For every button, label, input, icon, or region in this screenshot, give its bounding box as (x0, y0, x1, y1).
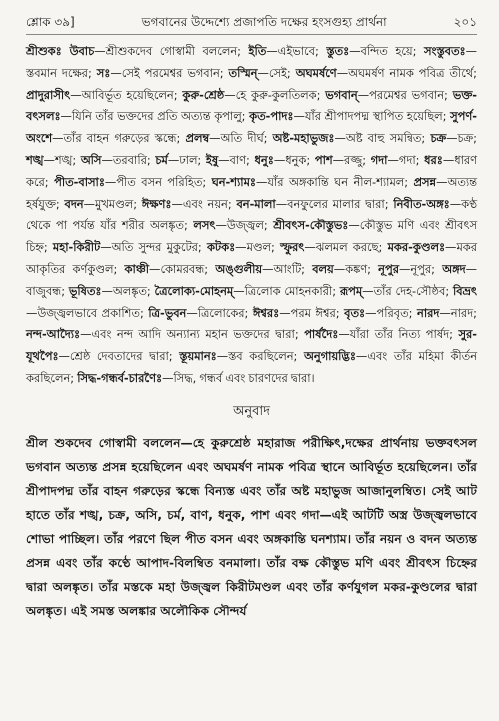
synonym-term: মহা-কিরীট (52, 240, 101, 255)
synonym-term: বদন (64, 196, 84, 211)
synonym-meaning: —যিনি তাঁর ভক্তদের প্রতি অত্যন্ত কৃপালু; (60, 109, 246, 124)
synonym-term: প্রাদুরাসীৎ (26, 87, 71, 102)
synonym-meaning: —এবং তাঁর মহিমা কীর্তন করছিলেন; (26, 349, 478, 385)
synonym-meaning: —তাঁর দেহ-সৌষ্ঠব; (362, 283, 450, 298)
synonym-term: প্রসন্ন (413, 174, 437, 189)
synonym-meaning: —স্তবমান দক্ষের; (26, 44, 477, 80)
synonym-term: শ্রীশুকঃ উবাচ (26, 44, 95, 58)
synonym-meaning: —সেই; (257, 65, 291, 80)
synonym-meaning: —কোমরবন্ধ; (149, 261, 209, 276)
synonym-term: ত্রৈলোক্য-মোহনম্ (154, 283, 234, 298)
synonym-term: বন-মালা (236, 196, 276, 211)
synonym-meaning: —অতি দীর্ঘ; (209, 131, 268, 146)
verse-reference: শ্লোক ৩৯] (26, 15, 75, 29)
synonym-meaning: —যাঁর অঙ্গকান্তি ঘন নীল-শ্যামল; (256, 174, 409, 189)
synonym-term: চর্ম (155, 152, 168, 167)
synonym-meaning: —তরবারি; (101, 152, 151, 167)
synonym-meaning: —যাঁরা তাঁর নিত্য পার্ষদ; (338, 327, 453, 342)
synonym-meaning: —গদা; (387, 152, 420, 167)
synonym-meaning: —আংটি; (262, 261, 305, 276)
synonym-term: স্ফুরৎ (280, 240, 305, 255)
synonym-term: সুপর্ণ-অংশে (26, 109, 477, 146)
synonym-term: ঈক্ষণঃ (141, 196, 172, 211)
synonym-meaning: —যাঁর শ্রীপাদপদ্ম স্থাপিত হয়েছিল; (293, 109, 447, 124)
translation-heading: অনুবাদ (233, 403, 270, 419)
synonym-term: বলয় (312, 261, 334, 276)
synonym-meaning: —কণ্ঠ থেকে পা পর্যন্ত যাঁর শরীর অলঙ্কৃত; (26, 196, 478, 233)
synonym-term: কৃত-পাদঃ (249, 109, 294, 124)
synonym-term: অঙ্গুলীয় (215, 261, 263, 276)
synonym-term: অনুগায়দ্ভিঃ (304, 349, 356, 364)
synonym-meaning: —পীত বসন পরিহিত; (104, 174, 207, 189)
synonym-term: কাঞ্চী (124, 261, 150, 276)
synonym-term: ভূষিতঃ (68, 283, 102, 298)
synonym-meaning: —বাজুবন্ধ; (26, 261, 477, 298)
synonym-meaning: —শঙ্খ; (43, 152, 77, 167)
synonym-term: নিবীত-অঙ্গঃ (393, 196, 450, 211)
page-header (26, 8, 477, 35)
synonym-meaning: —বনফুলের মালার দ্বারা; (275, 196, 389, 211)
synonym-term: সিদ্ধ-গন্ধর্ব-চারণৈঃ (77, 370, 163, 385)
synonym-meaning: —শ্রীশুকদেব গোস্বামী বললেন; (94, 44, 241, 58)
synonym-meaning: —অষ্ট বাহু সমন্বিত; (334, 131, 426, 146)
synonym-term: পীত-বাসাঃ (54, 174, 105, 189)
synonym-meaning: —রজ্জু; (332, 152, 367, 167)
synonym-term: শ্রীবৎস-কৌস্তুভঃ (273, 218, 349, 233)
synonym-term: স্তূয়মানঃ (179, 349, 217, 364)
synonym-meaning: —এবং নন্দ আদি অন্যান্য মহান ভক্তদের দ্বারা; (80, 327, 299, 342)
synonym-term: তস্মিন্ (228, 65, 258, 80)
synonym-term: বৃতঃ (344, 305, 366, 320)
synonym-meaning: —অঘমর্ষণ নামক পবিত্র তীর্থে; (336, 65, 477, 80)
synonym-term: নারদ (417, 305, 440, 320)
synonym-term: প্রলম্ব (185, 131, 210, 146)
synonym-term: ঘন-শ্যামঃ (211, 174, 256, 189)
synonym-term: বিভ্রৎ (452, 283, 477, 298)
synonym-meaning: —স্তব করছিলেন; (216, 349, 298, 364)
synonym-term: ত্রি-ভুবন (148, 305, 187, 320)
synonym-term: নন্দ-আদ্যৈঃ (26, 327, 81, 342)
synonym-term: অঘমর্ষণে (295, 65, 337, 80)
synonym-meaning: —ঢাল; (167, 152, 202, 167)
synonym-meaning: —পরম ঈশ্বর; (279, 305, 340, 320)
synonym-meaning: —উজ্জ্বলভাবে প্রকাশিত; (26, 305, 144, 320)
synonym-meaning: —মণ্ডল; (235, 240, 275, 255)
synonym-term: ঈশ্বরঃ (252, 305, 280, 320)
synonym-term: লসৎ (193, 218, 216, 233)
synonym-term: কটকঃ (206, 240, 236, 255)
synonym-meaning: —অলঙ্কৃত; (101, 283, 151, 298)
synonym-term: রূপম্ (339, 283, 363, 298)
synonym-meaning: —অত্যন্ত হর্ষযুক্ত; (26, 174, 478, 211)
synonym-meaning: —ত্রিলোক মোহনকারী; (233, 283, 337, 298)
synonym-meaning: —উজ্জ্বল; (215, 218, 268, 233)
synonym-meaning: —পরিবৃত; (365, 305, 413, 320)
synonym-term: পার্ষদৈঃ (304, 327, 339, 342)
chapter-title: ভগবানের উদ্দেশ্যে প্রজাপতি দক্ষের হংসগুহ্য প্রার্থনা (141, 15, 387, 29)
word-synonyms (26, 41, 477, 390)
synonym-meaning: —ধনুক; (273, 152, 311, 167)
synonym-meaning: —এবং নয়ন; (171, 196, 232, 211)
synonym-meaning: —কৌস্তুভ মণি এবং শ্রীবৎস চিহ্ন; (26, 218, 477, 255)
synonym-meaning: —কঙ্কণ; (333, 261, 371, 276)
synonym-term: ভক্ত-বৎসলঃ (26, 87, 478, 124)
synonym-term: অষ্ট-মহাভুজঃ (272, 131, 335, 146)
synonym-term: কুরু-শ্রেষ্ঠ (182, 87, 225, 102)
synonym-term: নূপুর (378, 261, 399, 276)
page-number: ২০১ (453, 15, 477, 29)
synonym-meaning: —চক্র; (446, 131, 478, 146)
synonym-meaning: —সিদ্ধ, গন্ধর্ব এবং চারণদের দ্বারা। (162, 370, 315, 385)
synonym-term: অসি (80, 152, 102, 167)
synonym-meaning: —এইভাবে; (266, 44, 319, 58)
synonym-meaning: —তাঁর বাহন গরুড়ের স্কন্ধে; (52, 131, 181, 146)
synonym-meaning: —ত্রিলোকের; (186, 305, 249, 320)
synonym-term: সুর-যূথপৈঃ (26, 327, 477, 364)
synonym-meaning: —আবির্ভূত হয়েছিলেন; (70, 87, 178, 102)
synonym-term: অঙ্গদ (442, 261, 466, 276)
synonym-meaning: —শ্রেষ্ঠ দেবতাদের দ্বারা; (58, 349, 173, 364)
synonym-meaning: —অতি সুন্দর মুকুটের; (100, 240, 202, 255)
synonym-meaning: —ধারণ করে; (26, 152, 478, 189)
synonym-term: চক্র (430, 131, 447, 146)
synonym-term: স্তুতঃ (326, 44, 350, 58)
synonym-term: সংস্তুবতঃ (424, 44, 466, 58)
synonym-term: ইতি (248, 44, 267, 58)
synonym-meaning: —বন্দিত হয়ে; (349, 44, 417, 58)
synonym-meaning: —মুখমণ্ডল; (83, 196, 138, 211)
synonym-term: ইষু (205, 152, 219, 167)
synonym-term: গদা (370, 152, 388, 167)
synonym-meaning: —নূপুর; (398, 261, 435, 276)
synonym-meaning: —হে কুরু-কুলতিলক; (224, 87, 321, 102)
synonym-term: ভগবান্ (325, 87, 358, 102)
synonym-term: শঙ্খ (26, 152, 44, 167)
synonym-term: ধরঃ (424, 152, 443, 167)
translation-text: শ্রীল শুকদেব গোস্বামী বললেন—হে কুরুশ্রেষ্ঠ মহারাজ পরীক্ষিৎ,দক্ষের প্রার্থনায় ভক্তবৎসল ভগবান অত্যন্ত প্রসন্ন হয়েছিলেন এবং অঘমর্ষণ নামক পবিত্র স্থানে আবির্ভূত হয়েছিলেন। তাঁর শ্রীপাদপদ্ম তাঁর বাহন গরুড়ের স্কন্ধে বিন্যস্ত এবং তাঁর অষ্ট মহাভুজ আজানুলম্বিত। সেই আট হাতে তাঁর শঙ্খ, চক্র, অসি, চর্ম, বাণ, ধনুক, পাশ এবং গদা—এই আটটি অস্ত্র উজ্জ্বলভাবে শোভা পাচ্ছিল। তাঁর পরণে ছিল পীত বসন এবং অঙ্গকান্তি ঘনশ্যাম। তাঁর নয়ন ও বদন অত্যন্ত প্রসন্ন এবং তাঁর কণ্ঠে আপাদ-বিলম্বিত বনমালা। তাঁর বক্ষ কৌস্তুভ মণি এবং শ্রীবৎস চিহ্নের দ্বারা অলঙ্কৃত। তাঁর মস্তকে মহা উজ্জ্বল কিরীটমণ্ডল এবং তাঁর কর্ণযুগল মকর-কুণ্ডলের দ্বারা অলঙ্কৃত। এই সমস্ত অলঙ্কার অলৌকিক সৌন্দর্য (26, 435, 477, 618)
synonym-meaning: —বাণ; (218, 152, 250, 167)
synonym-term: ধনুঃ (254, 152, 274, 167)
synonym-term: সঃ (96, 65, 111, 80)
synonym-meaning: —মকর আকৃতির কর্ণকুণ্ডল; (26, 240, 477, 276)
synonym-meaning: —সেই পরমেশ্বর ভগবান; (110, 65, 224, 80)
synonym-meaning: —পরমেশ্বর ভগবান; (357, 87, 448, 102)
synonym-meaning: —নারদ; (439, 305, 477, 320)
synonym-term: মকর-কুণ্ডলঃ (387, 240, 446, 255)
synonym-term: পাশ (314, 152, 333, 167)
synonym-meaning: —ঝলমল করছে; (304, 240, 383, 255)
